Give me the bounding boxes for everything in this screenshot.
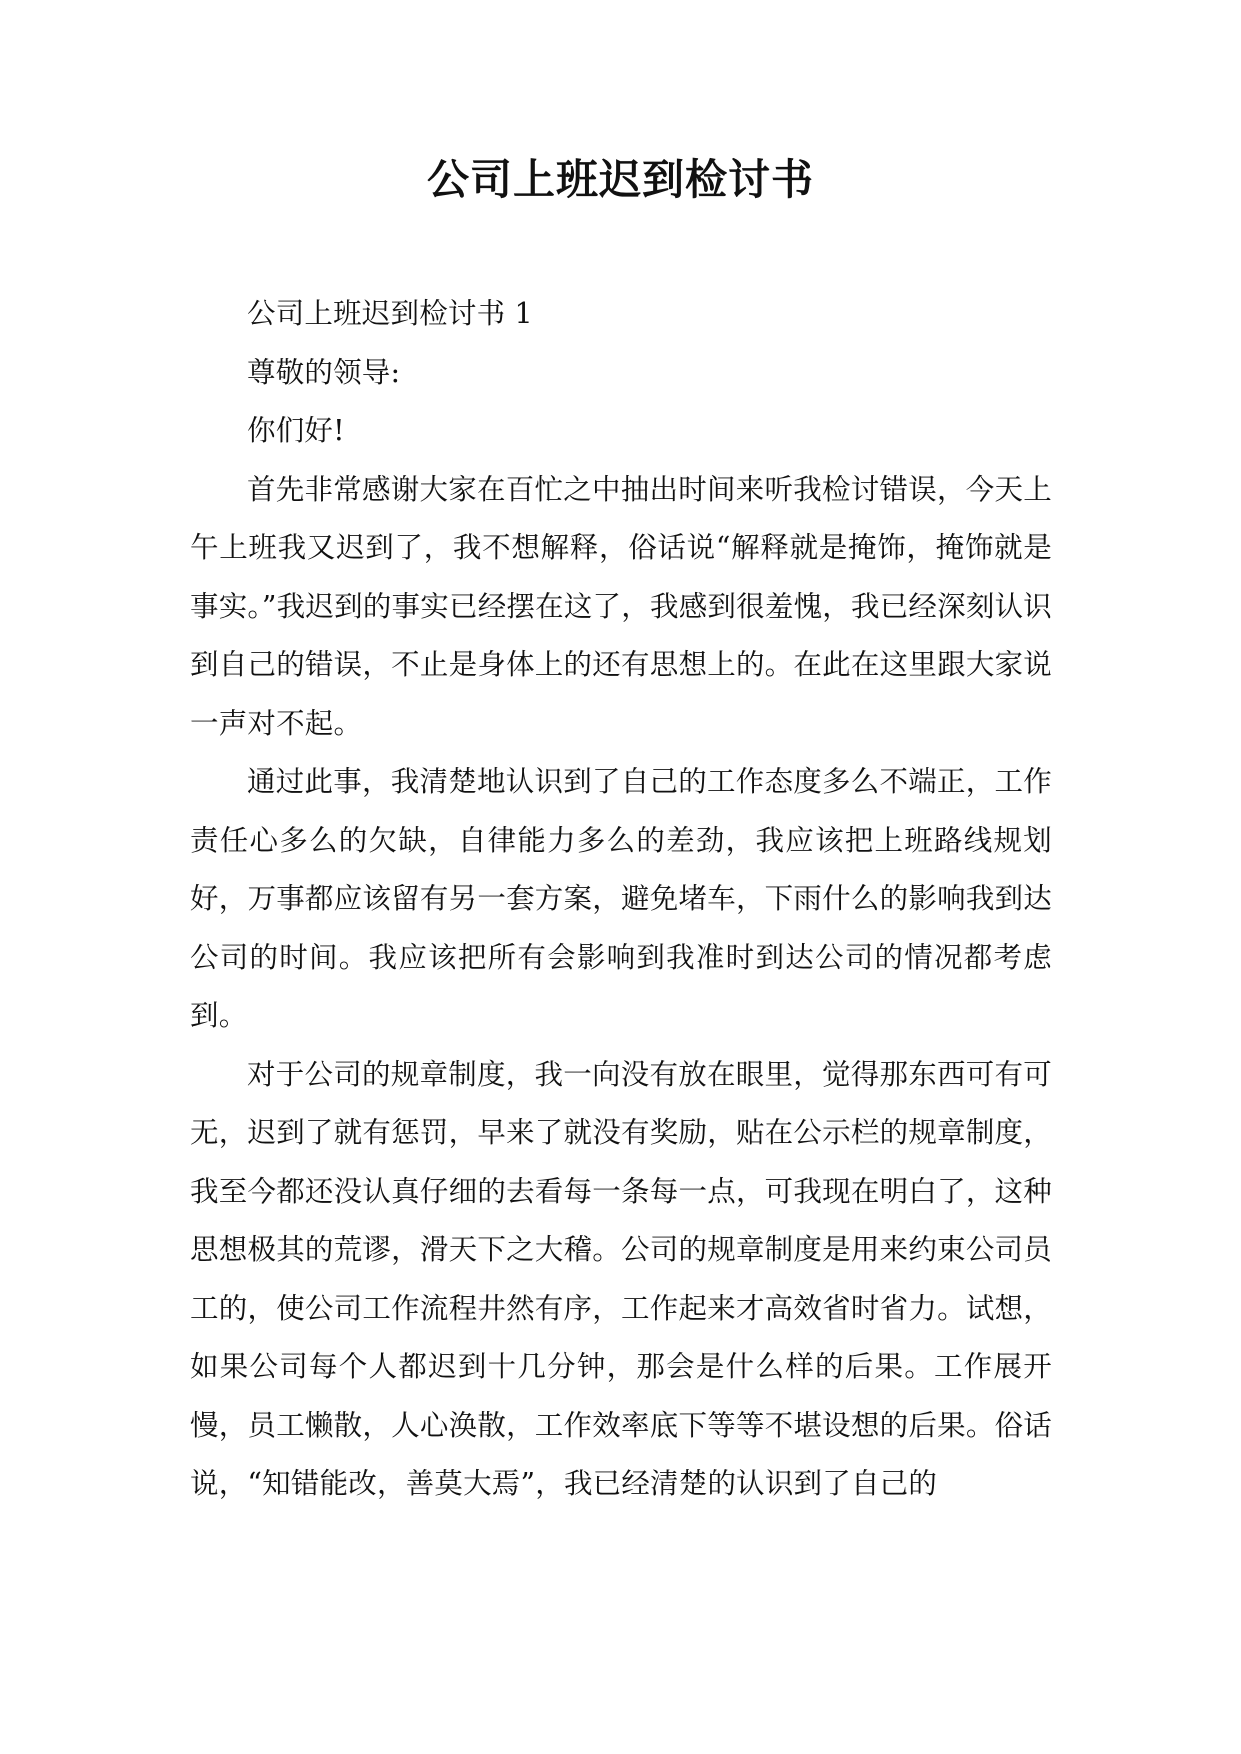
body-paragraph-2: 通过此事，我清楚地认识到了自己的工作态度多么不端正，工作责任心多么的欠缺，自律能力多么的差劲，我应该把上班路线规划好，万事都应该留有另一套方案，避免堵车，下雨什么的影响我到达公司的时间。我应该把所有会影响到我准时到达公司的情况都考虑到。 <box>190 765 1052 1032</box>
document-title: 公司上班迟到检讨书 <box>426 155 814 204</box>
salutation: 尊敬的领导: <box>247 355 401 389</box>
section-heading: 公司上班迟到检讨书 1 <box>247 297 533 330</box>
body-paragraph-1: 首先非常感谢大家在百忙之中抽出时间来听我检讨错误，今天上午上班我又迟到了，我不想解释，俗话说“解释就是掩饰，掩饰就是事实。”我迟到的事实已经摆在这了，我感到很羞愧，我已经深刻认识到自己的错误，不止是身体上的还有思想上的。在此在这里跟大家说一声对不起。 <box>190 472 1052 740</box>
body-paragraph-3: 对于公司的规章制度，我一向没有放在眼里，觉得那东西可有可无，迟到了就有惩罚，早来了就没有奖励，贴在公示栏的规章制度，我至今都还没认真仔细的去看每一条每一点，可我现在明白了，这种思想极其的荒谬，滑天下之大稽。公司的规章制度是用来约束公司员工的，使公司工作流程井然有序，工作起来才高效省时省力。试想，如果公司每个人都迟到十几分钟，那会是什么样的后果。工作展开慢，员工懒散，人心涣散，工作效率底下等等不堪设想的后果。俗话说，“知错能改，善莫大焉”，我已经清楚的认识到了自己的 <box>190 1057 1052 1500</box>
document-body <box>190 285 1052 1514</box>
greeting: 你们好! <box>247 414 345 447</box>
